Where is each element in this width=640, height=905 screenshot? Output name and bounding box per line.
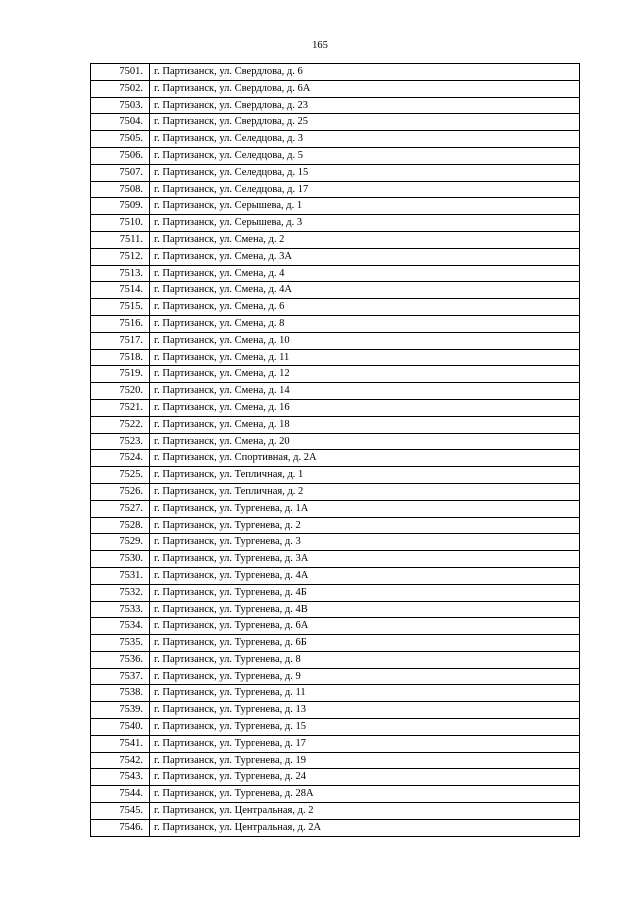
table-row [91,601,580,618]
table-row [91,467,580,484]
row-address: г. Партизанск, ул. Селедцова, д. 15 [150,164,580,181]
row-number: 7519. [91,366,150,383]
row-address: г. Партизанск, ул. Тепличная, д. 2 [150,483,580,500]
row-number: 7525. [91,467,150,484]
row-number: 7527. [91,500,150,517]
row-address: г. Партизанск, ул. Селедцова, д. 3 [150,131,580,148]
row-address: г. Партизанск, ул. Тургенева, д. 15 [150,719,580,736]
table-row [91,567,580,584]
row-number: 7524. [91,450,150,467]
table-row [91,114,580,131]
table-row [91,735,580,752]
table-row [91,282,580,299]
row-number: 7530. [91,551,150,568]
row-address: г. Партизанск, ул. Тургенева, д. 13 [150,702,580,719]
table-row [91,551,580,568]
row-address: г. Партизанск, ул. Смена, д. 12 [150,366,580,383]
row-address: г. Партизанск, ул. Тургенева, д. 6А [150,618,580,635]
table-row [91,299,580,316]
address-table-body [91,64,580,837]
table-row [91,635,580,652]
table-row [91,198,580,215]
row-number: 7518. [91,349,150,366]
row-address: г. Партизанск, ул. Свердлова, д. 6 [150,64,580,81]
row-number: 7544. [91,786,150,803]
row-number: 7533. [91,601,150,618]
table-row [91,215,580,232]
row-number: 7528. [91,517,150,534]
row-address: г. Партизанск, ул. Тургенева, д. 17 [150,735,580,752]
table-row [91,719,580,736]
table-row [91,332,580,349]
row-number: 7541. [91,735,150,752]
table-row [91,265,580,282]
row-address: г. Партизанск, ул. Тургенева, д. 4В [150,601,580,618]
row-address: г. Партизанск, ул. Смена, д. 6 [150,299,580,316]
row-address: г. Партизанск, ул. Тургенева, д. 28А [150,786,580,803]
row-number: 7535. [91,635,150,652]
row-number: 7509. [91,198,150,215]
row-number: 7526. [91,483,150,500]
row-address: г. Партизанск, ул. Селедцова, д. 17 [150,181,580,198]
row-address: г. Партизанск, ул. Селедцова, д. 5 [150,147,580,164]
row-address: г. Партизанск, ул. Спортивная, д. 2А [150,450,580,467]
row-number: 7522. [91,416,150,433]
row-address: г. Партизанск, ул. Центральная, д. 2 [150,803,580,820]
row-number: 7503. [91,97,150,114]
table-row [91,786,580,803]
table-row [91,97,580,114]
row-number: 7514. [91,282,150,299]
row-address: г. Партизанск, ул. Тургенева, д. 11 [150,685,580,702]
row-address: г. Партизанск, ул. Смена, д. 2 [150,231,580,248]
page-number: 165 [312,40,328,51]
row-number: 7517. [91,332,150,349]
table-row [91,500,580,517]
address-table [90,63,580,837]
row-address: г. Партизанск, ул. Серышева, д. 3 [150,215,580,232]
row-number: 7536. [91,651,150,668]
row-address: г. Партизанск, ул. Смена, д. 10 [150,332,580,349]
row-number: 7511. [91,231,150,248]
row-address: г. Партизанск, ул. Смена, д. 20 [150,433,580,450]
row-address: г. Партизанск, ул. Тургенева, д. 3 [150,534,580,551]
row-number: 7508. [91,181,150,198]
row-number: 7546. [91,819,150,836]
row-number: 7531. [91,567,150,584]
row-address: г. Партизанск, ул. Тепличная, д. 1 [150,467,580,484]
row-number: 7521. [91,399,150,416]
table-row [91,651,580,668]
row-address: г. Партизанск, ул. Тургенева, д. 8 [150,651,580,668]
row-number: 7513. [91,265,150,282]
row-number: 7505. [91,131,150,148]
row-number: 7501. [91,64,150,81]
row-number: 7520. [91,383,150,400]
row-number: 7523. [91,433,150,450]
row-address: г. Партизанск, ул. Тургенева, д. 24 [150,769,580,786]
table-row [91,164,580,181]
table-row [91,517,580,534]
row-number: 7532. [91,584,150,601]
row-number: 7534. [91,618,150,635]
table-row [91,349,580,366]
row-number: 7529. [91,534,150,551]
row-address: г. Партизанск, ул. Смена, д. 4 [150,265,580,282]
row-address: г. Партизанск, ул. Тургенева, д. 3А [150,551,580,568]
row-address: г. Партизанск, ул. Свердлова, д. 23 [150,97,580,114]
table-row [91,450,580,467]
row-address: г. Партизанск, ул. Тургенева, д. 19 [150,752,580,769]
row-number: 7538. [91,685,150,702]
table-row [91,416,580,433]
row-address: г. Партизанск, ул. Смена, д. 16 [150,399,580,416]
row-address: г. Партизанск, ул. Смена, д. 18 [150,416,580,433]
row-number: 7516. [91,315,150,332]
row-number: 7543. [91,769,150,786]
row-number: 7542. [91,752,150,769]
table-row [91,248,580,265]
row-address: г. Партизанск, ул. Тургенева, д. 6Б [150,635,580,652]
row-address: г. Партизанск, ул. Тургенева, д. 2 [150,517,580,534]
table-row [91,803,580,820]
row-number: 7506. [91,147,150,164]
table-row [91,752,580,769]
table-row [91,433,580,450]
row-address: г. Партизанск, ул. Свердлова, д. 6А [150,80,580,97]
row-address: г. Партизанск, ул. Тургенева, д. 9 [150,668,580,685]
row-number: 7502. [91,80,150,97]
row-address: г. Партизанск, ул. Свердлова, д. 25 [150,114,580,131]
table-row [91,147,580,164]
table-row [91,366,580,383]
row-address: г. Партизанск, ул. Тургенева, д. 1А [150,500,580,517]
row-number: 7512. [91,248,150,265]
row-number: 7539. [91,702,150,719]
table-row [91,819,580,836]
row-number: 7545. [91,803,150,820]
table-row [91,181,580,198]
table-row [91,702,580,719]
table-row [91,618,580,635]
row-address: г. Партизанск, ул. Смена, д. 11 [150,349,580,366]
row-number: 7510. [91,215,150,232]
row-address: г. Партизанск, ул. Смена, д. 3А [150,248,580,265]
row-address: г. Партизанск, ул. Тургенева, д. 4Б [150,584,580,601]
table-row [91,534,580,551]
table-row [91,483,580,500]
row-address: г. Партизанск, ул. Смена, д. 14 [150,383,580,400]
table-row [91,64,580,81]
table-row [91,383,580,400]
row-address: г. Партизанск, ул. Смена, д. 8 [150,315,580,332]
row-number: 7537. [91,668,150,685]
table-row [91,668,580,685]
table-row [91,399,580,416]
row-address: г. Партизанск, ул. Тургенева, д. 4А [150,567,580,584]
table-row [91,685,580,702]
row-address: г. Партизанск, ул. Смена, д. 4А [150,282,580,299]
table-row [91,315,580,332]
row-number: 7540. [91,719,150,736]
row-number: 7507. [91,164,150,181]
row-address: г. Партизанск, ул. Центральная, д. 2А [150,819,580,836]
row-number: 7515. [91,299,150,316]
table-row [91,231,580,248]
table-row [91,80,580,97]
table-row [91,131,580,148]
row-address: г. Партизанск, ул. Серышева, д. 1 [150,198,580,215]
row-number: 7504. [91,114,150,131]
table-row [91,769,580,786]
table-row [91,584,580,601]
